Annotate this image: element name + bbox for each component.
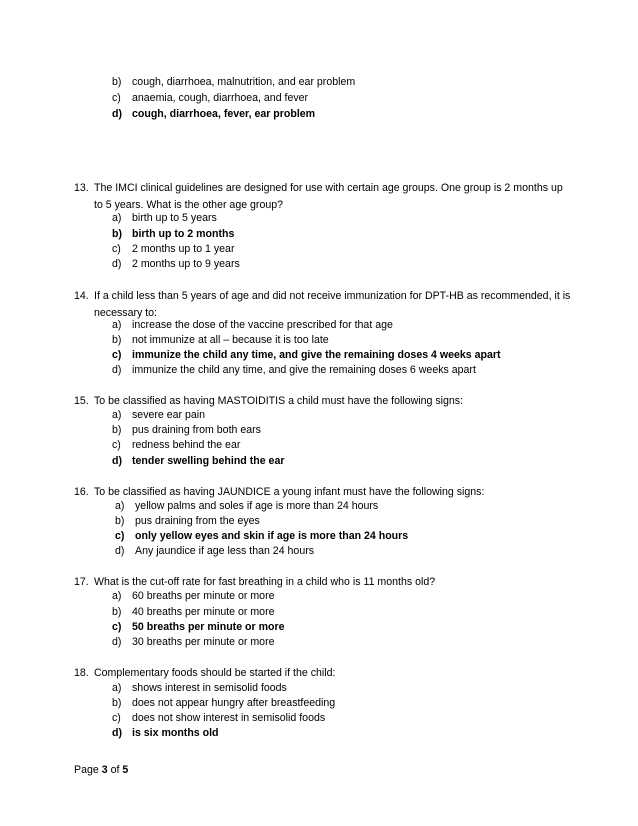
option-text: 30 breaths per minute or more xyxy=(132,636,275,648)
option-text: does not show interest in semisolid foods xyxy=(132,712,326,724)
option-letter: b) xyxy=(112,606,122,618)
page-word: Page xyxy=(74,764,99,776)
q15-option-a xyxy=(112,409,205,422)
question-number: 14. xyxy=(74,290,89,302)
option-letter: d) xyxy=(112,258,122,270)
option-text: increase the dose of the vaccine prescribed for that age xyxy=(132,319,393,331)
option-text: tender swelling behind the ear xyxy=(132,455,285,467)
question-number: 17. xyxy=(74,576,89,588)
option-text: birth up to 2 months xyxy=(132,228,235,240)
q15-option-d-answer xyxy=(112,455,284,468)
question-number: 15. xyxy=(74,395,89,407)
q16-option-b xyxy=(115,515,260,528)
option-letter: b) xyxy=(112,76,122,88)
question-13 xyxy=(74,180,574,214)
q13-option-c xyxy=(112,243,234,256)
page-footer xyxy=(74,764,128,777)
option-letter: a) xyxy=(112,212,122,224)
question-text: If a child less than 5 years of age and did not receive immunization for DPT-HB as recommended, it is necessary to: xyxy=(94,290,571,319)
option-text: 2 months up to 9 years xyxy=(132,258,240,270)
option-text: immunize the child any time, and give the remaining doses 6 weeks apart xyxy=(132,364,476,376)
question-number: 18. xyxy=(74,667,89,679)
question-number: 13. xyxy=(74,182,89,194)
question-number: 16. xyxy=(74,486,89,498)
q14-option-b xyxy=(112,334,329,347)
q18-option-b xyxy=(112,697,335,710)
total-page-count: 5 xyxy=(122,764,129,776)
q13-option-b-answer xyxy=(112,228,234,241)
option-letter: a) xyxy=(112,590,122,602)
q14-option-c-answer xyxy=(112,349,501,362)
option-letter: c) xyxy=(112,92,121,104)
option-letter: b) xyxy=(115,515,125,527)
option-letter: a) xyxy=(112,319,122,331)
option-text: 60 breaths per minute or more xyxy=(132,590,275,602)
q16-option-d xyxy=(115,545,314,558)
question-text: The IMCI clinical guidelines are designed for use with certain age groups. One group is 2 months up to 5 years. What is the other age group? xyxy=(94,182,563,211)
option-letter: d) xyxy=(112,636,122,648)
question-15 xyxy=(74,393,574,410)
option-letter: b) xyxy=(112,228,122,240)
option-text: immunize the child any time, and give the remaining doses 4 weeks apart xyxy=(132,349,501,361)
option-text: yellow palms and soles if age is more than 24 hours xyxy=(135,500,379,512)
q13-option-d xyxy=(112,258,240,271)
question-text: To be classified as having MASTOIDITIS a child must have the following signs: xyxy=(94,395,463,407)
q13-option-a xyxy=(112,212,217,225)
q18-option-a xyxy=(112,682,287,695)
option-text: cough, diarrhoea, malnutrition, and ear problem xyxy=(132,76,356,88)
question-text: Complementary foods should be started if the child: xyxy=(94,667,336,679)
option-text: severe ear pain xyxy=(132,409,206,421)
option-letter: d) xyxy=(112,455,122,467)
option-text: not immunize at all – because it is too late xyxy=(132,334,329,346)
option-text: does not appear hungry after breastfeeding xyxy=(132,697,336,709)
top-option-b xyxy=(112,76,355,89)
option-letter: d) xyxy=(112,727,122,739)
q17-option-c-answer xyxy=(112,621,284,634)
q16-option-c-answer xyxy=(115,530,408,543)
option-text: 2 months up to 1 year xyxy=(132,243,235,255)
option-text: 50 breaths per minute or more xyxy=(132,621,285,633)
q14-option-d xyxy=(112,364,476,377)
option-text: Any jaundice if age less than 24 hours xyxy=(135,545,315,557)
option-text: birth up to 5 years xyxy=(132,212,217,224)
option-text: shows interest in semisolid foods xyxy=(132,682,287,694)
option-text: cough, diarrhoea, fever, ear problem xyxy=(132,108,316,120)
option-letter: d) xyxy=(112,364,122,376)
option-letter: c) xyxy=(112,439,121,451)
option-letter: b) xyxy=(112,697,122,709)
option-letter: a) xyxy=(112,409,122,421)
option-letter: b) xyxy=(112,424,122,436)
question-14 xyxy=(74,288,574,322)
q14-option-a xyxy=(112,319,393,332)
option-text: only yellow eyes and skin if age is more than 24 hours xyxy=(135,530,409,542)
option-text: redness behind the ear xyxy=(132,439,241,451)
q18-option-c xyxy=(112,712,325,725)
option-text: anaemia, cough, diarrhoea, and fever xyxy=(132,92,309,104)
option-letter: c) xyxy=(112,621,122,633)
question-18 xyxy=(74,665,574,682)
option-text: pus draining from the eyes xyxy=(135,515,260,527)
option-letter: c) xyxy=(112,712,121,724)
option-letter: d) xyxy=(115,545,125,557)
question-17 xyxy=(74,574,574,591)
q18-option-d-answer xyxy=(112,727,219,740)
question-text: What is the cut-off rate for fast breathing in a child who is 11 months old? xyxy=(94,576,436,588)
q17-option-b xyxy=(112,606,275,619)
question-text: To be classified as having JAUNDICE a young infant must have the following signs: xyxy=(94,486,485,498)
option-letter: c) xyxy=(115,530,125,542)
option-text: pus draining from both ears xyxy=(132,424,261,436)
question-16 xyxy=(74,484,574,501)
option-text: 40 breaths per minute or more xyxy=(132,606,275,618)
q17-option-d xyxy=(112,636,275,649)
option-letter: b) xyxy=(112,334,122,346)
q16-option-a xyxy=(115,500,378,513)
top-option-d-answer xyxy=(112,108,315,121)
current-page-number: 3 xyxy=(101,764,108,776)
q15-option-b xyxy=(112,424,261,437)
option-letter: c) xyxy=(112,349,122,361)
q17-option-a xyxy=(112,590,275,603)
of-word: of xyxy=(110,764,120,776)
q15-option-c xyxy=(112,439,240,452)
option-letter: c) xyxy=(112,243,121,255)
option-letter: a) xyxy=(112,682,122,694)
top-option-c xyxy=(112,92,308,105)
option-letter: d) xyxy=(112,108,122,120)
option-letter: a) xyxy=(115,500,125,512)
option-text: is six months old xyxy=(132,727,219,739)
